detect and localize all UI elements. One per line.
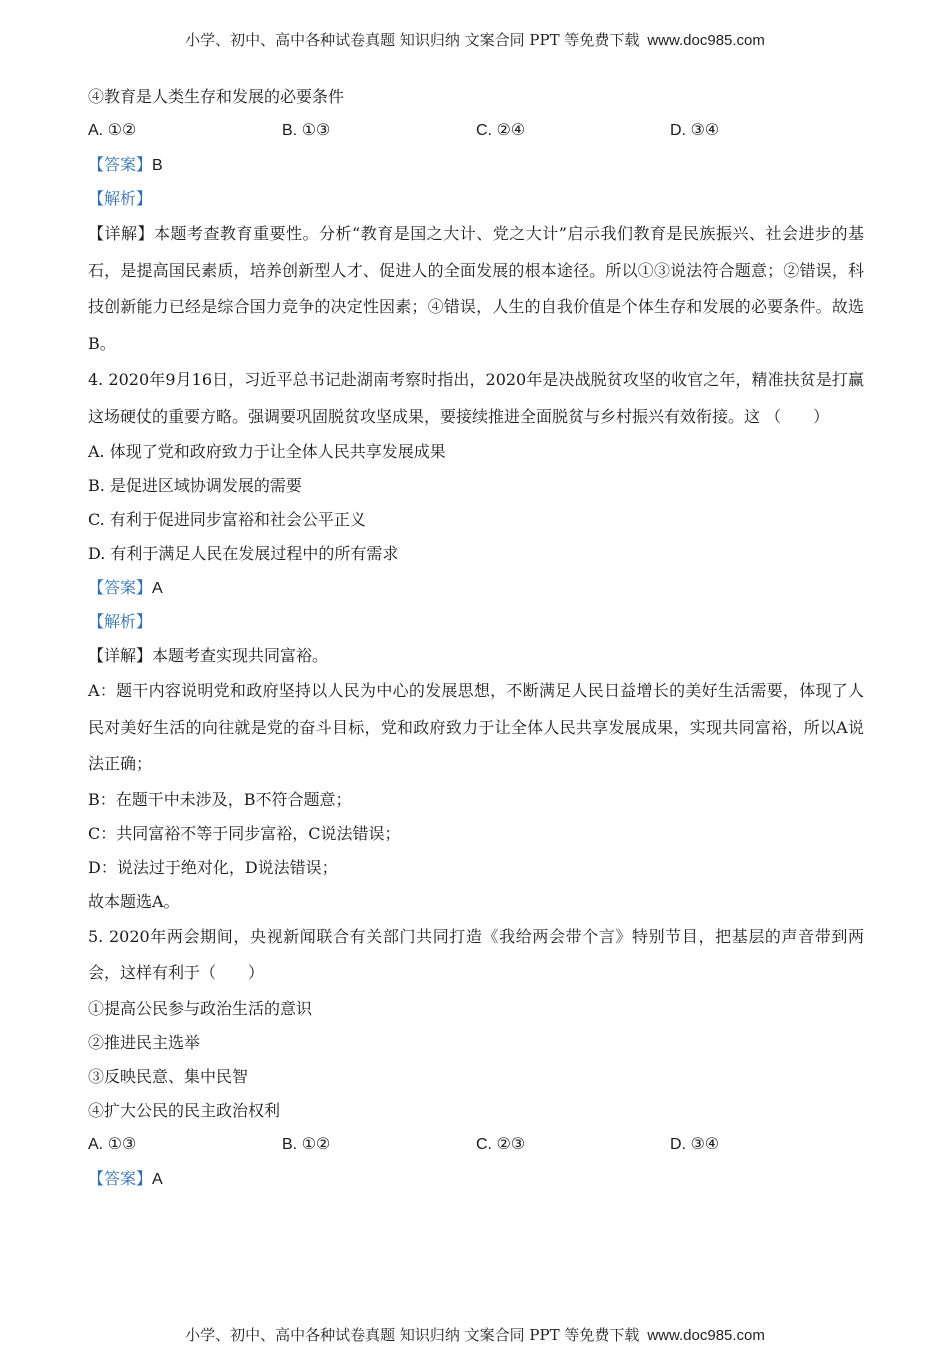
footer-text: 小学、初中、高中各种试卷真题 知识归纳 文案合同 PPT 等免费下载 [185,1326,640,1344]
q3-option-b: B. ①③ [282,122,331,139]
header-site-link[interactable]: www.doc985.com [647,32,765,49]
q4-c-explanation: C：共同富裕不等于同步富裕，C说法错误； [88,823,401,843]
q4-stem: 4. 2020年9月16日，习近平总书记赴湖南考察时指出，2020年是决战脱贫攻坚的收官之年，精准扶贫是打赢这场硬仗的重要方略。强调要巩固脱贫攻坚成果，要接续推进全面脱贫与乡村振兴有效衔接。这 （ ） [88,370,864,426]
page-header [0,29,950,50]
q4-analysis [88,605,864,639]
detail-text: 本题考查实现共同富裕。 [152,646,329,665]
answer-tag: 【答案】 [88,578,153,597]
q4-b-explanation: B：在题干中未涉及，B不符合题意； [88,789,352,809]
q4-option-b: B. 是促进区域协调发展的需要 [88,476,302,495]
q4-option-c: C. 有利于促进同步富裕和社会公平正义 [88,510,366,529]
q4-answer [88,571,864,605]
document-body [88,80,864,1196]
detail-tag: 【详解】 [88,224,155,243]
q4-d-explanation: D：说法过于绝对化，D说法错误； [88,857,338,877]
q5-answer [88,1162,864,1196]
q3-item-4: ④教育是人类生存和发展的必要条件 [88,87,345,106]
q3-analysis [88,182,864,216]
answer-tag: 【答案】 [88,1168,153,1188]
q4-detail [88,639,864,673]
detail-text: 本题考查教育重要性。分析“教育是国之大计、党之大计”启示我们教育是民族振兴、社会进步的基石，是提高国民素质，培养创新型人才、促进人的全面发展的根本途径。所以①③说法符合题意；②错误，科技创新能力已经是综合国力竞争的决定性因素；④错误，人生的自我价值是个体生存和发展的必要条件。故选B。 [88,224,864,353]
answer-value: A [152,580,163,597]
q5-option-d: D. ③④ [670,1135,720,1153]
q5-item-3: ③反映民意、集中民智 [88,1066,249,1086]
q3-option-a: A. ①② [88,122,137,139]
q4-option-a: A. 体现了党和政府致力于让全体人民共享发展成果 [88,442,446,461]
header-text: 小学、初中、高中各种试卷真题 知识归纳 文案合同 PPT 等免费下载 [185,31,640,49]
page-footer [0,1324,950,1345]
q5-option-c: C. ②③ [476,1135,526,1153]
q3-answer [88,148,864,182]
q3-options [88,114,864,148]
q5-item-4: ④扩大公民的民主政治权利 [88,1100,281,1120]
q4-option-d: D. 有利于满足人民在发展过程中的所有需求 [88,544,399,563]
q5-item-1: ①提高公民参与政治生活的意识 [88,998,313,1018]
answer-value: A [152,1170,163,1188]
footer-site-link[interactable]: www.doc985.com [647,1327,765,1344]
q5-option-a: A. ①③ [88,1135,137,1153]
q4-a-explanation: A：题干内容说明党和政府坚持以人民为中心的发展思想，不断满足人民日益增长的美好生活需要，体现了人民对美好生活的向往就是党的奋斗目标，党和政府致力于让全体人民共享发展成果，实现共同富裕，所以A说法正确； [88,681,864,773]
analysis-tag: 【解析】 [88,189,153,208]
q3-detail [88,216,864,362]
q5-stem: 5. 2020年两会期间，央视新闻联合有关部门共同打造《我给两会带个言》特别节目，把基层的声音带到两会，这样有利于（ ） [88,926,864,982]
q5-item-2: ②推进民主选举 [88,1032,201,1052]
q3-option-d: D. ③④ [670,122,720,139]
analysis-tag: 【解析】 [88,612,153,631]
answer-value: B [152,157,163,174]
q5-option-b: B. ①② [282,1135,331,1153]
q3-option-c: C. ②④ [476,122,526,139]
answer-tag: 【答案】 [88,155,153,174]
q4-conclusion: 故本题选A。 [88,891,180,911]
detail-tag: 【详解】 [88,646,153,665]
q5-options [88,1128,864,1162]
